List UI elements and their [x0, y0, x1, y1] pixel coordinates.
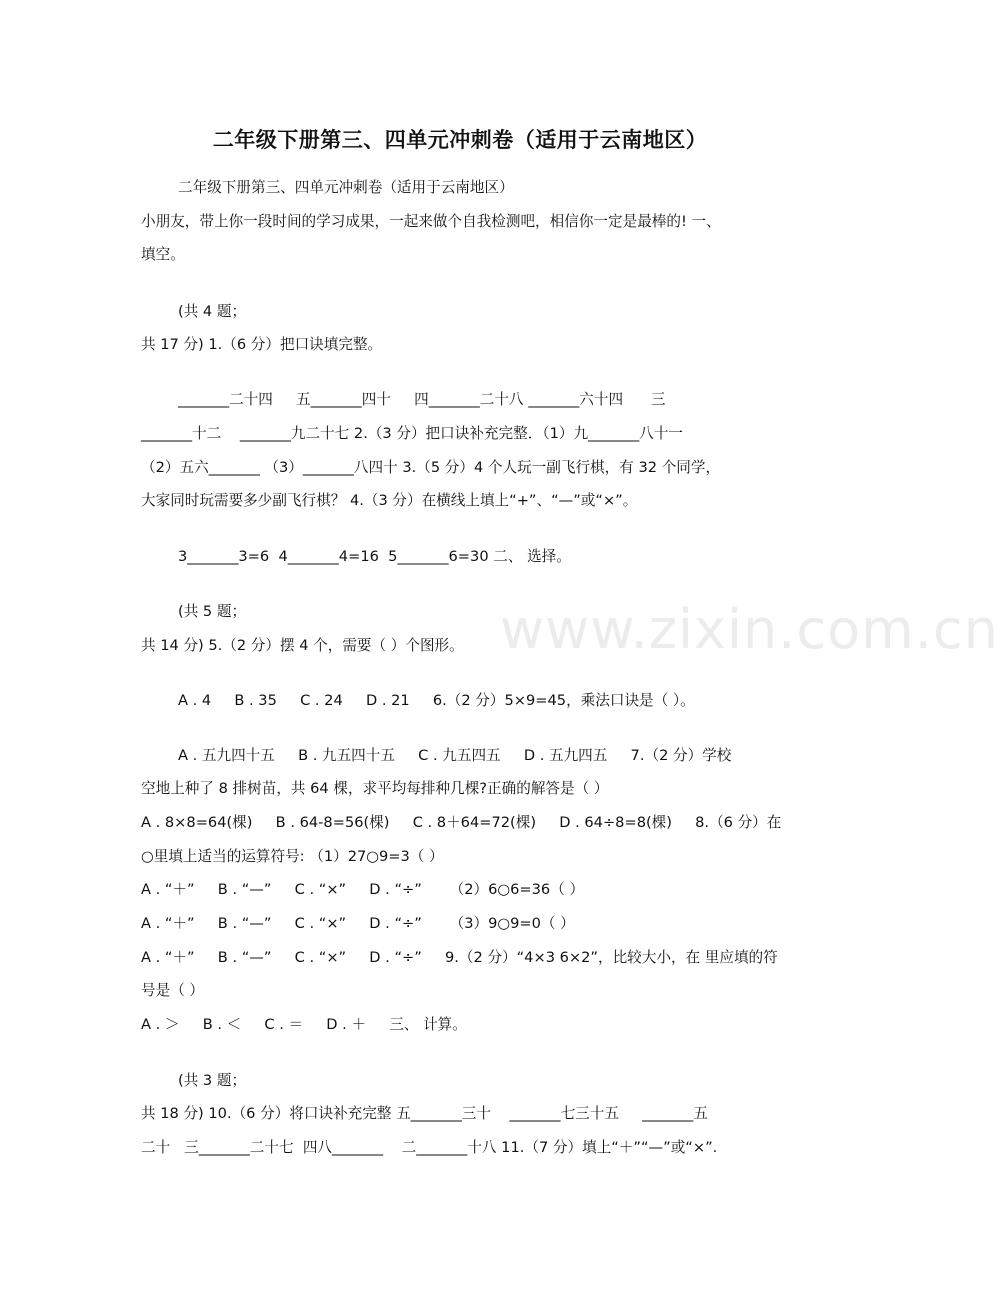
section-header: (共 3 题； — [178, 1072, 247, 1089]
text-line: 小朋友，带上你一段时间的学习成果，一起来做个自我检测吧，相信你一定是最棒的! 一、 — [141, 213, 721, 230]
text-line: A . “＋” B . “—” C . “×” D . “÷” （2）6○6=36（ ） — [141, 881, 585, 898]
text-line: 3_______3=6 4_______4=16 5_______6=30 二、 选择。 — [178, 548, 571, 565]
text-line: A . 五九四十五 B . 九五四十五 C . 九五四五 D . 五九四五 7.（2 分）学校 — [178, 747, 732, 764]
text-line: 共 17 分) 1.（6 分）把口诀填完整。 — [141, 336, 383, 353]
text-line: 填空。 — [141, 246, 185, 263]
text-line: ○里填上适当的运算符号: （1）27○9=3（ ） — [141, 848, 444, 865]
text-line: A . 8×8=64(棵) B . 64-8=56(棵) C . 8＋64=72(棵) D . 64÷8=8(棵) 8.（6 分）在 — [141, 814, 782, 831]
watermark: www.zixin.com.cn — [500, 598, 999, 661]
subtitle-line: 二年级下册第三、四单元冲刺卷（适用于云南地区） — [178, 179, 514, 196]
text-line: A . ＞ B . ＜ C . ＝ D . ＋ 三、 计算。 — [141, 1016, 467, 1033]
section-header: (共 4 题； — [178, 303, 247, 320]
text-line: 共 18 分) 10.（6 分）将口诀补充完整 五_______三十 _______七三十五 _______五 — [141, 1105, 708, 1122]
text-line: _______二十四 五_______四十 四_______二十八 _______六十四 三 — [178, 391, 666, 408]
text-line: 空地上种了 8 排树苗，共 64 棵，求平均每排种几棵?正确的解答是（ ） — [141, 780, 609, 797]
text-line: 二十 三_______二十七 四八_______ 二_______十八 11.（7 分）填上“＋”“—”或“×”. — [141, 1139, 718, 1156]
text-line: 号是（ ） — [141, 982, 205, 999]
text-line: A . 4 B . 35 C . 24 D . 21 6.（2 分）5×9=45，乘法口诀是（ ）。 — [178, 692, 695, 709]
section-header: (共 5 题； — [178, 603, 247, 620]
text-line: 共 14 分) 5.（2 分）摆 4 个，需要（ ）个图形。 — [141, 637, 464, 654]
page-title: 二年级下册第三、四单元冲刺卷（适用于云南地区） — [212, 128, 708, 152]
text-line: 大家同时玩需要多少副飞行棋？ 4.（3 分）在横线上填上“+”、“—”或“×”。 — [141, 492, 638, 509]
text-line: （2）五六_______ （3）_______八四十 3.（5 分）4 个人玩一副飞行棋，有 32 个同学， — [141, 459, 721, 476]
text-line: A . “＋” B . “—” C . “×” D . “÷” （3）9○9=0（ ） — [141, 915, 575, 932]
text-line: _______十二 _______九二十七 2.（3 分）把口诀补充完整．（1）九_______八十一 — [141, 425, 683, 442]
text-line: A . “＋” B . “—” C . “×” D . “÷” 9.（2 分）“4×3 6×2”，比较大小，在 里应填的符 — [141, 949, 778, 966]
